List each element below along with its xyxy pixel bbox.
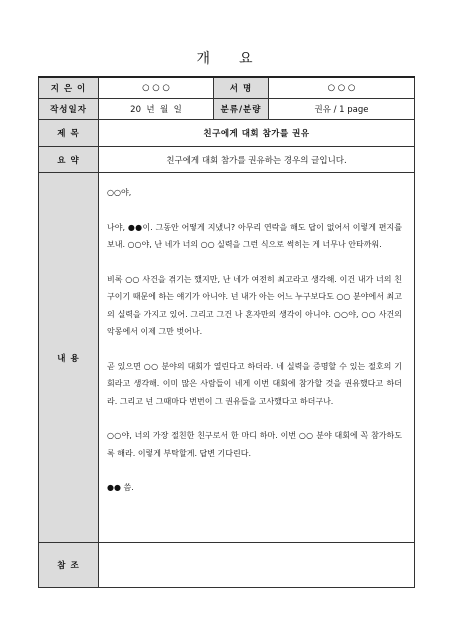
date-row <box>39 99 415 120</box>
overview-form <box>38 76 415 588</box>
letter-paragraph-3: 곧 있으면 ○○ 분야의 대회가 열린다고 하더라. 네 실력을 증명할 수 있는 절호의 기회라고 생각해. 이미 많은 사람들이 네게 이번 대회에 참가할 것을 권유했다고 하더라. 그리고 넌 그때마다 번번이 그 권유들을 고사했다고 하더구나. <box>107 361 402 406</box>
page-title <box>0 48 450 68</box>
reference-row <box>39 543 415 588</box>
page-title-char-1: 개 <box>196 51 211 67</box>
letter-paragraph-2: 비록 ○○ 사건을 겪기는 했지만, 난 네가 여전히 최고라고 생각해. 이건 내가 너의 친구이기 때문에 하는 얘기가 아니야. 넌 내가 아는 어느 누구보다도 ○○ 분야에서 최고의 실력을 가지고 있어. 그리고 그건 나 혼자만의 생각이 아니야. ○○야, ○○ 사건의 악몽에서 이제 그만 벗어나. <box>107 274 402 336</box>
content-label: 내 용 <box>39 173 99 543</box>
category-label: 분류/분량 <box>214 99 269 120</box>
author-label: 지 은 이 <box>39 77 99 99</box>
letter-paragraph-1: 나야, ●●이. 그동안 어떻게 지냈니? 아무리 연락을 해도 답이 없어서 이렇게 편지를 보내. ○○야, 난 네가 너의 ○○ 실력을 그런 식으로 썩히는 게 너무나 안타까워. <box>107 222 402 249</box>
summary-value: 친구에게 대회 참가를 권유하는 경우의 글입니다. <box>99 147 415 173</box>
summary-label: 요 약 <box>39 147 99 173</box>
letter-greeting: ○○야, <box>107 188 132 197</box>
reference-label: 참 조 <box>39 543 99 588</box>
letter-paragraph-4: ○○야, 너의 가장 절친한 친구로서 한 마디 하마. 이번 ○○ 분야 대회에 꼭 참가하도록 해라. 이렇게 부탁할게. 답변 기다린다. <box>107 431 402 458</box>
page-title-char-2: 요 <box>239 51 254 67</box>
content-row <box>39 173 415 543</box>
date-label: 작성일자 <box>39 99 99 120</box>
letter-signoff: ●● 씀. <box>107 483 134 492</box>
author-value: ○ ○ ○ <box>99 77 214 99</box>
summary-row <box>39 147 415 173</box>
category-value: 권유 / 1 page <box>269 99 415 120</box>
signature-value: ○ ○ ○ <box>269 77 415 99</box>
subject-row <box>39 120 415 147</box>
letter-body <box>99 173 415 543</box>
signature-label: 서 명 <box>214 77 269 99</box>
subject-label: 제 목 <box>39 120 99 147</box>
reference-value <box>99 543 415 588</box>
subject-value: 친구에게 대회 참가를 권유 <box>99 120 415 147</box>
author-row <box>39 77 415 99</box>
date-value: 20 년 월 일 <box>99 99 214 120</box>
